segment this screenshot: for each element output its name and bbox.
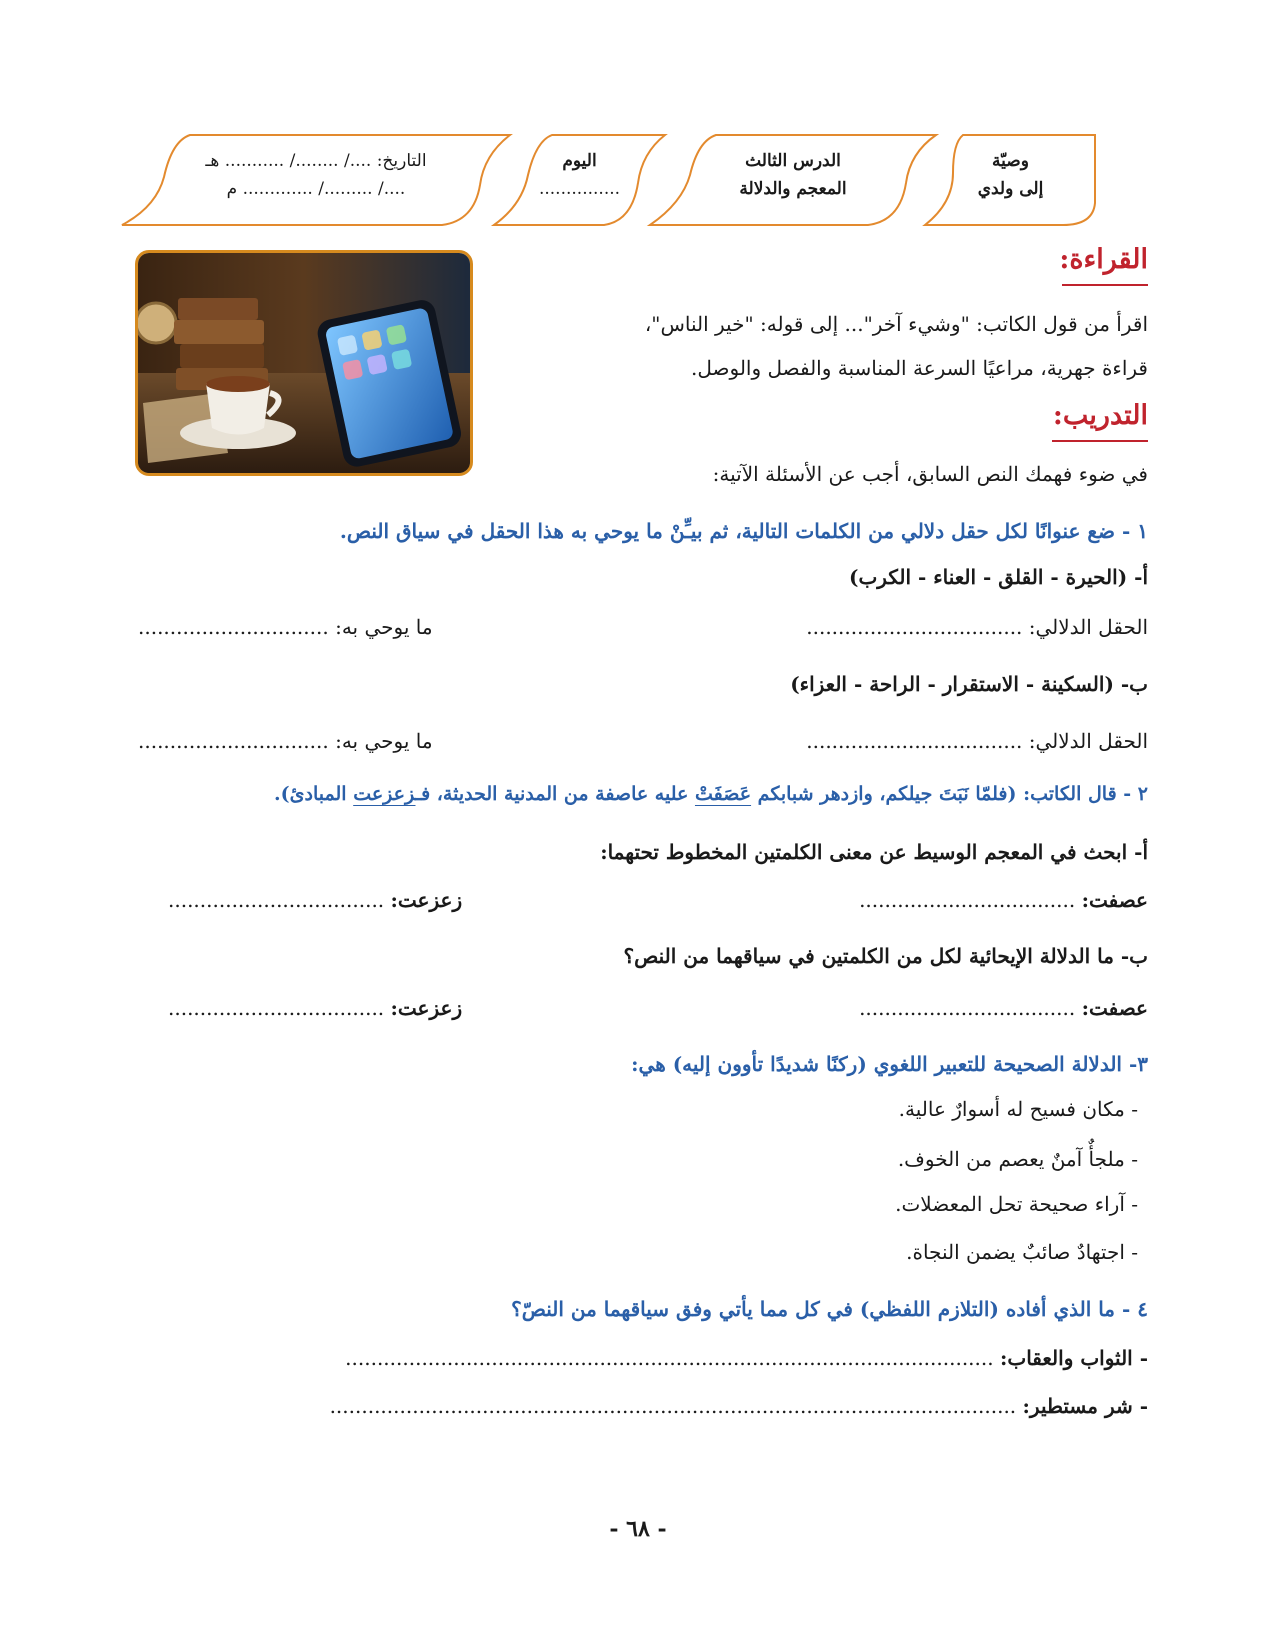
question-2-prefix: ٢ - قال الكاتب: (فلمّا نَبَتَ جيلكم، وازدهر شبابكم [751,783,1148,805]
asafat-label-a: عصفت: [1081,888,1148,912]
tab-wasiyya-line1: وصيّة [992,151,1029,171]
question-2-suffix: المبادئ). [274,783,354,805]
underlined-word-asafat: عَصَفَتْ [694,783,752,805]
question-4: ٤ - ما الذي أفاده (التلازم اللفظي) في كل مما يأتي وفق سياقهما من النصّ؟ [511,1297,1148,1321]
question-2-fa: فـ [415,783,431,805]
question-2b: ب- ما الدلالة الإيحائية لكل من الكلمتين في سياقهما من النص؟ [623,944,1148,968]
reading-instruction-line2: قراءة جهرية، مراعيًا السرعة المناسبة والفصل والوصل. [691,356,1148,380]
header-tab-wasiyya [923,133,1098,227]
reading-title: القراءة: [1059,244,1148,275]
question-1a-words: أ- (الحيرة - القلق - العناء - الكرب) [849,565,1148,589]
semantic-field-answer-a[interactable]: الحقل الدلالي: .................................. [806,615,1148,639]
q3-option-3[interactable]: - آراء صحيحة تحل المعضلات. [895,1192,1138,1216]
q4-item-2-answer[interactable]: ............................................................................................................ [329,1394,1023,1418]
zaza-label-a: زعزعت: [390,888,463,912]
question-1b-words: ب- (السكينة - الاستقرار - الراحة - العزاء) [790,672,1148,696]
lesson-photo [135,250,473,476]
training-title: التدريب: [1052,400,1148,431]
zaza-answer-b[interactable]: .................................. [168,996,391,1020]
header-tab-day [492,133,667,227]
question-3: ٣- الدلالة الصحيحة للتعبير اللغوي (ركنًا شديدًا تأوون إليه) هي: [631,1052,1148,1076]
asafat-answer-b[interactable]: .................................. [859,996,1082,1020]
reading-title-underline [1062,284,1148,286]
reading-instruction-line1: اقرأ من قول الكاتب: "وشيء آخر"... إلى قوله: "خير الناس"، [644,312,1148,336]
q3-option-1[interactable]: - مكان فسيح له أسوارٌ عالية. [898,1097,1138,1121]
tab-lesson-title: الدرس الثالث [745,151,841,171]
training-title-underline [1052,440,1148,442]
asafat-answer-a[interactable]: .................................. [859,888,1082,912]
tab-lesson-subtitle: المعجم والدلالة [739,179,847,199]
suggests-answer-a[interactable]: ما يوحي به: .............................. [138,615,433,639]
tab-date-hijri: التاريخ: ..../ ......../ ........... هـ [205,151,427,171]
tab-date-gregorian: ..../ ........./ ............. م [226,179,406,199]
q4-item-1-label: - الثواب والعقاب: [999,1346,1148,1370]
semantic-field-answer-b[interactable]: الحقل الدلالي: .................................. [806,729,1148,753]
header-tab-date [120,133,512,227]
tab-day-label: اليوم [562,151,597,171]
tab-wasiyya-line2: إلى ولدي [977,179,1044,199]
question-1: ١ - ضع عنوانًا لكل حقل دلالي من الكلمات التالية، ثم بيـِّنْ ما يوحي به هذا الحقل في سياق النص. [339,519,1148,543]
question-2 [274,783,1148,805]
q4-item-1-answer[interactable]: ...................................................................................................... [345,1346,1000,1370]
q3-option-2[interactable]: - ملجأٌ آمنٌ يعصم من الخوف. [897,1147,1138,1171]
q4-item-2-label: - شر مستطير: [1022,1394,1148,1418]
question-2-middle: عليه عاصفة من المدنية الحديثة، [430,783,695,805]
zaza-answer-a[interactable]: .................................. [168,888,391,912]
page-number: - ٦٨ - [609,1516,667,1542]
suggests-answer-b[interactable]: ما يوحي به: .............................. [138,729,433,753]
q3-option-4[interactable]: - اجتهادٌ صائبٌ يضمن النجاة. [906,1240,1138,1264]
zaza-label-b: زعزعت: [390,996,463,1020]
question-2a: أ- ابحث في المعجم الوسيط عن معنى الكلمتين المخطوط تحتهما: [600,840,1148,864]
header-tab-lesson [648,133,938,227]
asafat-label-b: عصفت: [1081,996,1148,1020]
training-intro: في ضوء فهمك النص السابق، أجب عن الأسئلة الآتية: [712,462,1148,486]
underlined-word-zaza: زعزعت [353,783,416,805]
tab-day-value: ............... [538,179,621,199]
